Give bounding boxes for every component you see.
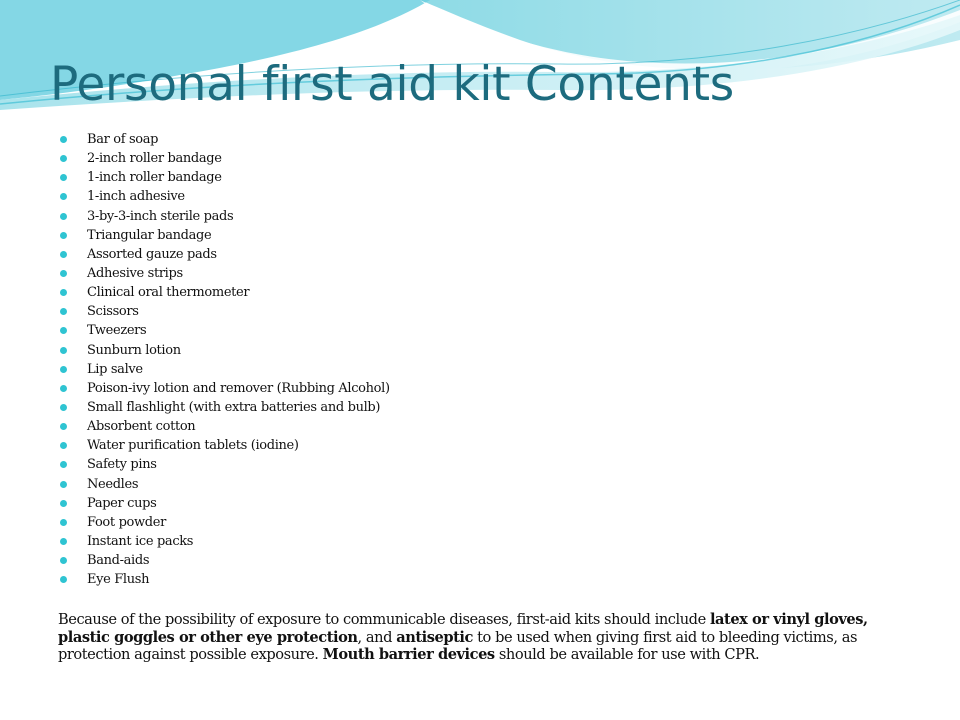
bullet-icon — [60, 404, 67, 411]
bullet-icon — [60, 327, 67, 334]
list-item — [60, 398, 390, 417]
note-text: Because of the possibility of exposure to communicable diseases, first-aid kits should include — [58, 611, 710, 628]
bullet-icon — [60, 308, 67, 315]
list-item-label: Band-aids — [87, 553, 150, 569]
bullet-icon — [60, 557, 67, 564]
note-paragraph — [58, 611, 908, 664]
list-item — [60, 360, 390, 379]
bullet-icon — [60, 193, 67, 200]
list-item — [60, 341, 390, 360]
list-item-label: Lip salve — [87, 361, 143, 377]
list-item-label: Needles — [87, 476, 139, 492]
list-item — [60, 513, 390, 532]
list-item-label: Water purification tablets (iodine) — [87, 438, 299, 454]
list-item — [60, 130, 390, 149]
list-item-label: Scissors — [87, 304, 139, 320]
list-item-label: Adhesive strips — [87, 265, 183, 281]
list-item-label: Triangular bandage — [87, 227, 212, 243]
list-item — [60, 494, 390, 513]
bullet-icon — [60, 538, 67, 545]
list-item — [60, 187, 390, 206]
bullet-icon — [60, 174, 67, 181]
page-title: Personal first aid kit Contents — [50, 57, 734, 112]
list-item — [60, 379, 390, 398]
bullet-icon — [60, 251, 67, 258]
list-item-label: Absorbent cotton — [87, 419, 196, 435]
list-item — [60, 551, 390, 570]
list-item — [60, 302, 390, 321]
list-item — [60, 455, 390, 474]
list-item-label: 1-inch adhesive — [87, 189, 185, 205]
bullet-icon — [60, 500, 67, 507]
bullet-icon — [60, 232, 67, 239]
bullet-icon — [60, 519, 67, 526]
list-item-label: Sunburn lotion — [87, 342, 181, 358]
note-bold-gloves: latex or vinyl gloves, plastic goggles or other eye protection — [58, 611, 868, 646]
list-item-label: Safety pins — [87, 457, 157, 473]
list-item — [60, 207, 390, 226]
bullet-icon — [60, 442, 67, 449]
note-text: should be available for use with CPR. — [494, 646, 760, 663]
list-item — [60, 264, 390, 283]
bullet-icon — [60, 576, 67, 583]
note-text: , and — [357, 628, 397, 646]
list-item — [60, 475, 390, 494]
bullet-icon — [60, 481, 67, 488]
bullet-icon — [60, 289, 67, 296]
list-item — [60, 283, 390, 302]
list-item — [60, 149, 390, 168]
kit-contents-list — [60, 130, 390, 589]
list-item-label: Poison-ivy lotion and remover (Rubbing Alcohol) — [87, 380, 390, 396]
list-item-label: Clinical oral thermometer — [87, 285, 250, 301]
list-item — [60, 168, 390, 187]
list-item-label: Foot powder — [87, 514, 166, 530]
bullet-icon — [60, 423, 67, 430]
list-item-label: 3-by-3-inch sterile pads — [87, 208, 234, 224]
bullet-icon — [60, 155, 67, 162]
list-item-label: Instant ice packs — [87, 533, 194, 549]
list-item — [60, 436, 390, 455]
bullet-icon — [60, 136, 67, 143]
bullet-icon — [60, 347, 67, 354]
note-bold-antiseptic: antiseptic — [396, 628, 473, 646]
note-bold-mouth-barrier: Mouth barrier devices — [322, 646, 495, 663]
list-item — [60, 417, 390, 436]
list-item-label: Tweezers — [87, 323, 147, 339]
list-item-label: 2-inch roller bandage — [87, 151, 222, 167]
list-item — [60, 321, 390, 340]
list-item-label: Eye Flush — [87, 572, 150, 588]
list-item-label: Bar of soap — [87, 132, 159, 147]
note-text: to be used when giving first aid to bleeding victims, as protection against possible exposure. — [58, 628, 857, 663]
bullet-icon — [60, 366, 67, 373]
list-item-label: Paper cups — [87, 495, 157, 511]
bullet-icon — [60, 270, 67, 277]
list-item-label: Assorted gauze pads — [87, 246, 217, 262]
list-item-label: Small flashlight (with extra batteries and bulb) — [87, 399, 381, 415]
list-item — [60, 532, 390, 551]
list-item — [60, 570, 390, 589]
list-item — [60, 226, 390, 245]
list-item-label: 1-inch roller bandage — [87, 170, 222, 186]
bullet-icon — [60, 461, 67, 468]
bullet-icon — [60, 385, 67, 392]
list-item — [60, 245, 390, 264]
bullet-icon — [60, 213, 67, 220]
